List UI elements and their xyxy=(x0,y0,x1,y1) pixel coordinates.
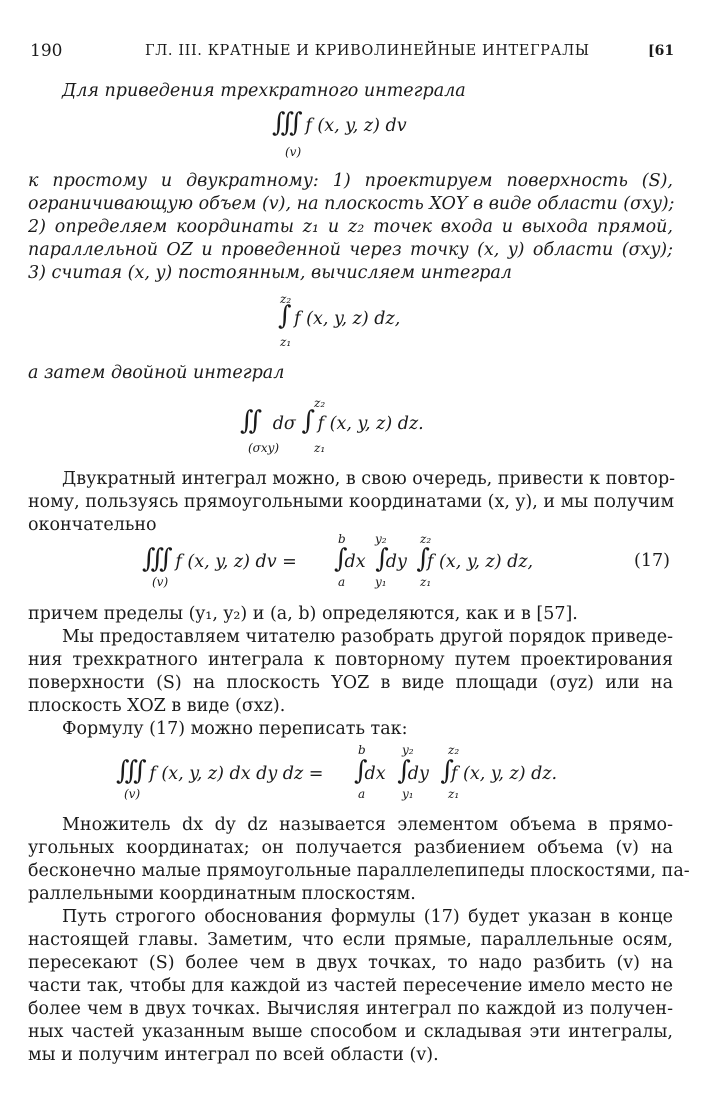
text-line: Путь строгого обоснования формулы (17) будет указан в конце xyxy=(62,907,673,927)
text-line: плоскость XOZ в виде (σxz). xyxy=(28,696,286,716)
section-number: [61 xyxy=(648,43,675,59)
equation-triple-integral xyxy=(272,108,407,138)
text-line: ному, пользуясь прямоугольными координатами (x, y), и мы получим xyxy=(28,492,675,512)
integration-region: (v) xyxy=(285,145,302,159)
text-line: ния трехкратного интеграла к повторному путем проектирования xyxy=(28,650,673,670)
text-line: раллельными координатным плоскостям. xyxy=(28,884,416,904)
integrand: f (x, y, z) dz. xyxy=(450,764,558,784)
text-line: Множитель dx dy dz называется элементом объема в прямо- xyxy=(62,815,673,835)
integrand: f (x, y, z) dz. xyxy=(317,414,424,434)
lower-limit: z₁ xyxy=(420,575,432,589)
lower-limit: z₁ xyxy=(280,335,292,349)
triple-integral-sign: ∭ xyxy=(142,544,170,574)
text-line: 3) считая (x, y) постоянным, вычисляем интеграл xyxy=(28,263,512,283)
integral-sign: ∫ xyxy=(354,756,365,786)
upper-limit: y₂ xyxy=(402,743,414,757)
text-line: пересекают (S) более чем в двух точках, то надо разбить (v) на xyxy=(28,953,673,973)
text-line: Мы предоставляем читателю разобрать другой порядок приведе- xyxy=(62,627,673,647)
text-line: к простому и двукратному: 1) проектируем поверхность (S), xyxy=(28,171,673,191)
integrand: f (x, y, z) dv xyxy=(305,116,407,136)
equation-rewritten-rhs xyxy=(354,756,558,786)
upper-limit: z₂ xyxy=(448,743,460,757)
equation-double-integral xyxy=(240,406,424,436)
double-integral-sign: ∬ xyxy=(240,406,260,436)
dx-term: dx xyxy=(344,552,366,572)
triple-integral-sign: ∭ xyxy=(116,756,144,786)
integration-region: (v) xyxy=(124,787,141,801)
integral-sign: ∫ xyxy=(334,544,345,574)
lower-limit: a xyxy=(358,787,366,801)
text-line: параллельной OZ и проведенной через точку (x, y) области (σxy); xyxy=(28,240,673,260)
lower-limit: z₁ xyxy=(314,441,326,455)
text-line: а затем двойной интеграл xyxy=(28,363,285,383)
text-line: ных частей указанным выше способом и складывая эти интегралы, xyxy=(28,1022,673,1042)
dx-term: dx xyxy=(364,764,386,784)
text-line: ограничивающую объем (v), на плоскость XOY в виде области (σxy); xyxy=(28,194,675,214)
text-line: настоящей главы. Заметим, что если прямые, параллельные осям, xyxy=(28,930,673,950)
lower-limit: z₁ xyxy=(448,787,460,801)
lower-limit: a xyxy=(338,575,346,589)
dy-term: dy xyxy=(385,552,407,572)
text-line: 2) определяем координаты z₁ и z₂ точек входа и выхода прямой, xyxy=(28,217,673,237)
upper-limit: z₂ xyxy=(314,396,326,410)
text-line: угольных координатах; он получается разбиением объема (v) на xyxy=(28,838,673,858)
integration-region: (v) xyxy=(152,575,169,589)
text-line: Двукратный интеграл можно, в свою очередь, привести к повтор- xyxy=(62,469,676,489)
text-line: Формулу (17) можно переписать так: xyxy=(62,719,408,739)
integral-sign: ∫ xyxy=(416,544,427,574)
text-line: бесконечно малые прямоугольные параллелепипеды плоскостями, па- xyxy=(28,861,690,881)
text-line: поверхности (S) на плоскость YOZ в виде площади (σyz) или на xyxy=(28,673,673,693)
text-line: мы и получим интеграл по всей области (v). xyxy=(28,1045,439,1065)
equation-single-integral xyxy=(278,301,401,331)
integral-sign: ∫ xyxy=(301,406,312,436)
upper-limit: y₂ xyxy=(375,532,387,546)
integral-sign: ∫ xyxy=(397,756,408,786)
lower-limit: y₁ xyxy=(375,575,387,589)
area-element: dσ xyxy=(272,414,296,434)
lower-limit: y₁ xyxy=(402,787,414,801)
text-line: более чем в двух точках. Вычисляя интеграл по каждой из получен- xyxy=(28,999,673,1019)
upper-limit: b xyxy=(338,532,346,546)
dy-term: dy xyxy=(407,764,429,784)
integral-sign: ∫ xyxy=(440,756,451,786)
text-line: части так, чтобы для каждой из частей пересечение имело место не xyxy=(28,976,673,996)
text-line: окончательно xyxy=(28,515,157,535)
lhs-integrand: f (x, y, z) dv = xyxy=(175,552,297,572)
equation-rewritten xyxy=(116,756,324,786)
upper-limit: z₂ xyxy=(280,292,292,306)
integrand: f (x, y, z) dz, xyxy=(294,309,401,329)
integral-sign: ∫ xyxy=(375,544,386,574)
upper-limit: b xyxy=(358,743,366,757)
lhs-integrand: f (x, y, z) dx dy dz = xyxy=(149,764,324,784)
equation-number: (17) xyxy=(634,551,670,571)
integral-sign: ∭ xyxy=(272,108,300,138)
integration-region: (σxy) xyxy=(248,441,280,455)
integrand: f (x, y, z) dz, xyxy=(426,552,534,572)
upper-limit: z₂ xyxy=(420,532,432,546)
equation-17 xyxy=(142,544,297,574)
text-line: причем пределы (y₁, y₂) и (a, b) определяются, как и в [57]. xyxy=(28,604,578,624)
equation-17-rhs xyxy=(334,544,534,574)
integral-sign: ∫ xyxy=(278,301,289,331)
text-line: Для приведения трехкратного интеграла xyxy=(62,81,466,101)
page-number: 190 xyxy=(30,41,63,61)
running-title: ГЛ. III. КРАТНЫЕ И КРИВОЛИНЕЙНЫЕ ИНТЕГРАЛЫ xyxy=(145,43,590,59)
